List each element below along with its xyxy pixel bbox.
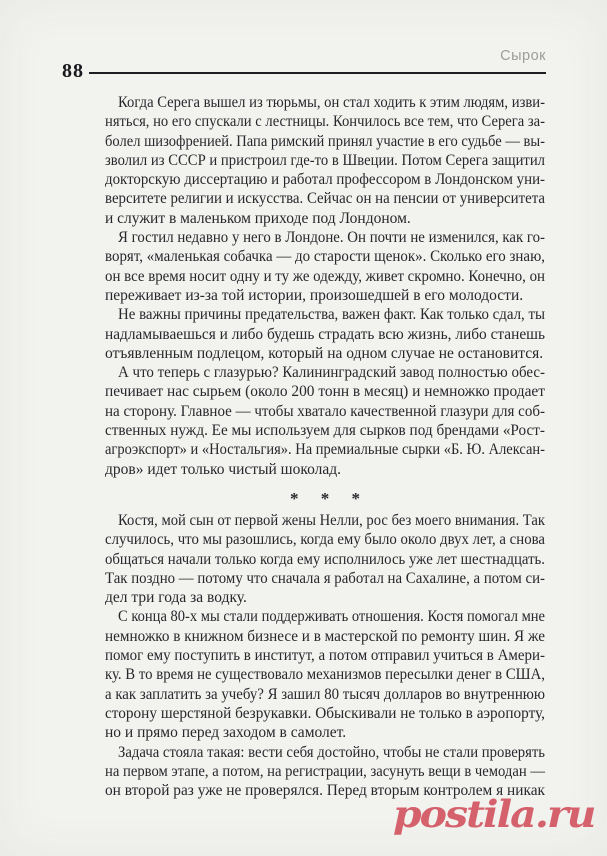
text-line: верситете религии и искусства. Сейчас он на пенсии от университета bbox=[105, 190, 545, 208]
text-line: но и прямо перед заходом в самолет. bbox=[105, 724, 347, 742]
text-line: Не важны причины предательства, важен факт. Как только сдал, ты bbox=[118, 306, 545, 324]
text-line: болел шизофренией. Папа римский принял участие в его судьбе — вы- bbox=[105, 132, 545, 150]
page-number: 88 bbox=[62, 60, 84, 82]
header-rule bbox=[89, 72, 546, 74]
text-line: Так поздно — потому что сначала я работал на Сахалине, а потом си- bbox=[105, 569, 545, 587]
paragraph bbox=[105, 94, 545, 229]
text-line: и служит в маленьком приходе под Лондоном. bbox=[105, 209, 411, 227]
text-line: общаться начали только когда ему исполнилось уже лет шестнадцать. bbox=[105, 550, 545, 568]
text-line: зволил из СССР и пристроил где-то в Швеции. Потом Серега защитил bbox=[105, 151, 545, 169]
text-line: ственных нужд. Ее мы используем для сырков под брендами «Рост- bbox=[105, 422, 545, 440]
text-line: случилось, что мы разошлись, когда ему было около двух лет, а снова bbox=[105, 531, 545, 549]
text-line: дров» идет только чистый шоколад. bbox=[105, 460, 342, 478]
page-body bbox=[105, 94, 545, 801]
paragraph bbox=[105, 306, 545, 364]
text-line: он все время носит одну и ту же одежду, живет скромно. Конечно, он bbox=[105, 267, 545, 285]
text-line: а как заплатить за учебу? Я зашил 80 тысяч долларов во внутреннюю bbox=[105, 685, 545, 703]
section-separator: * * * bbox=[290, 488, 369, 508]
text-line: помог ему поступить в институт, а потом отправил учиться в Амери- bbox=[105, 647, 545, 665]
text-line: сторону шерстяной безрукавки. Обыскивали не только в аэропорту, bbox=[105, 704, 545, 722]
text-line: агроэкспорт» и «Ностальгия». На премиальные сырки «Б. Ю. Алексан- bbox=[105, 441, 545, 459]
text-line: Когда Серега вышел из тюрьмы, он стал ходить к этим людям, изви- bbox=[118, 94, 545, 111]
text-line: А что теперь с глазурью? Калининградский завод полностью обес- bbox=[118, 364, 545, 382]
paragraph bbox=[105, 608, 545, 743]
text-line: на сторону. Главное — чтобы хватало качественной глазури для соб- bbox=[105, 402, 545, 420]
text-line: на первом этапе, а потом, на регистрации, засунуть вещи в чемодан — bbox=[105, 762, 545, 780]
watermark-postila: postila.ru bbox=[393, 792, 595, 837]
text-line: С конца 80-х мы стали поддерживать отношения. Костя помогал мне bbox=[118, 608, 545, 626]
text-line: Костя, мой сын от первой жены Нелли, рос без моего внимания. Так bbox=[118, 511, 545, 529]
text-line: няться, но его спускали с лестницы. Кончилось все тем, что Серега за- bbox=[105, 113, 545, 131]
text-line: Я гостил недавно у него в Лондоне. Он почти не изменился, как го- bbox=[118, 229, 545, 247]
text-line: печивает нас сырьем (около 200 тонн в месяц) и немножко продает bbox=[105, 383, 545, 401]
text-line: надламываешься и либо будешь страдать всю жизнь, либо станешь bbox=[105, 325, 545, 343]
text-line: он второй раз уже не проверялся. Перед вторым контролем я никак bbox=[105, 782, 545, 800]
paragraph bbox=[105, 512, 545, 608]
text-line: ворят, «маленькая собачка — до старости щенок». Сколько его знаю, bbox=[105, 248, 545, 266]
running-title: Сырок bbox=[500, 48, 546, 64]
text-line: отъявленным подлецом, который на одном случае не остановится. bbox=[105, 344, 544, 362]
text-line: ку. В то время не существовало механизмов пересылки денег в США, bbox=[105, 666, 545, 684]
text-line: дел три года за водку. bbox=[105, 589, 247, 607]
text-line: переживает из-за той истории, произошедшей в его молодости. bbox=[105, 286, 524, 304]
text-line: Задача стояла такая: вести себя достойно, чтобы не стали проверять bbox=[118, 743, 545, 761]
text-line: докторскую диссертацию и работал профессором в Лондонском уни- bbox=[105, 171, 545, 189]
paragraph bbox=[105, 364, 545, 480]
text-line: немножко в книжном бизнесе и в мастерской по ремонту шин. Я же bbox=[105, 627, 545, 645]
paragraph bbox=[105, 229, 545, 306]
